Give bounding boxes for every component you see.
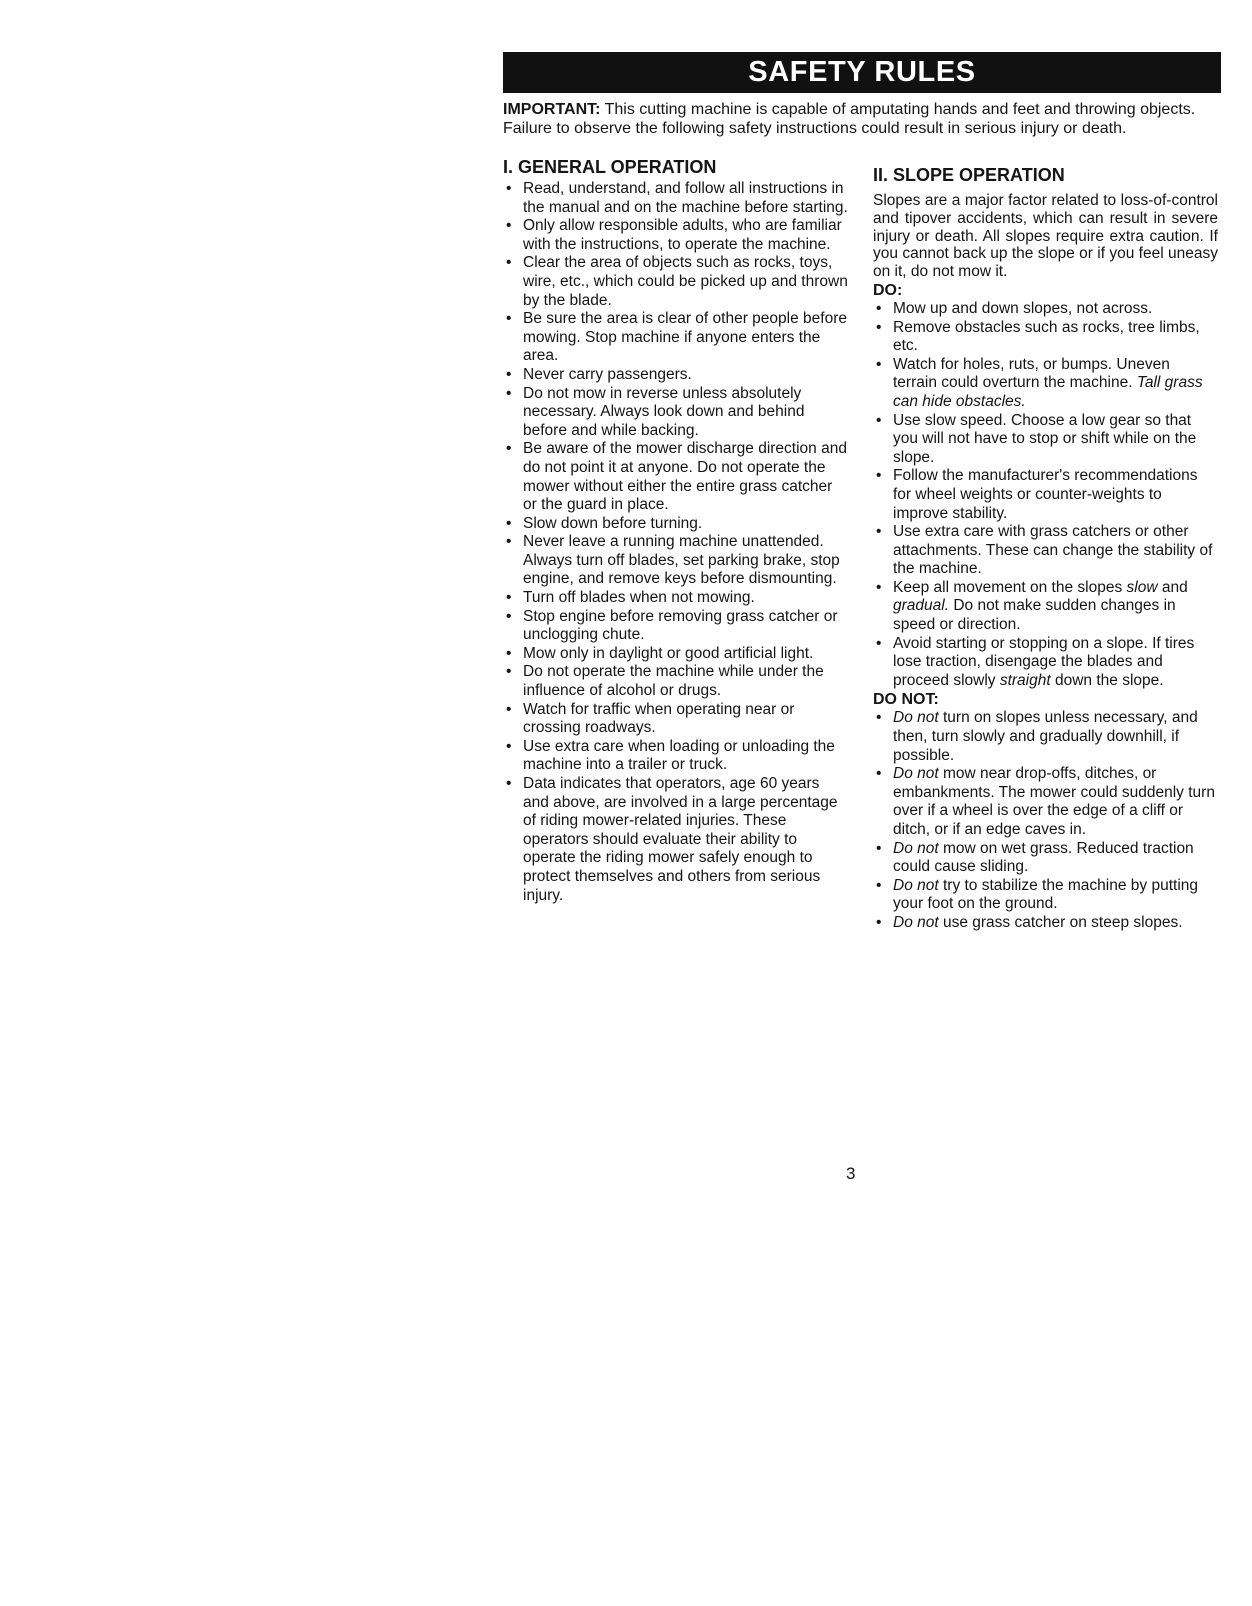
list-item: • Do not mow in reverse unless absolutely necessary. Always look down and behind before and while backing. (503, 385, 848, 441)
list-item: • Watch for holes, ruts, or bumps. Uneven terrain could overturn the machine. Tall grass can hide obstacles. (873, 356, 1218, 412)
list-item: • Use extra care with grass catchers or other attachments. These can change the stability of the machine. (873, 523, 1218, 579)
slope-intro: Slopes are a major factor related to loss-of-control and tipover accidents, which can result in severe injury or death. All slopes require extra caution. If you cannot back up the slope or if you feel uneasy on it, do not mow it. (873, 192, 1218, 281)
do-label: DO: (873, 281, 903, 299)
list-item: • Use slow speed. Choose a low gear so that you will not have to stop or shift while on the slope. (873, 412, 1218, 468)
page-title: SAFETY RULES (748, 56, 976, 88)
do-list (873, 300, 1218, 690)
do-not-label: DO NOT: (873, 691, 939, 709)
list-item: • Be aware of the mower discharge direction and do not point it at anyone. Do not operate the mower without either the entire grass catcher or the guard in place. (503, 440, 848, 514)
list-item: • Be sure the area is clear of other people before mowing. Stop machine if anyone enters the area. (503, 310, 848, 366)
list-item: • Read, understand, and follow all instructions in the manual and on the machine before starting. (503, 180, 848, 217)
page-number: 3 (846, 1164, 856, 1183)
list-item: • Follow the manufacturer's recommendations for wheel weights or counter-weights to improve stability. (873, 467, 1218, 523)
important-label: IMPORTANT: (503, 101, 601, 118)
list-item: • Stop engine before removing grass catcher or unclogging chute. (503, 608, 848, 645)
important-notice (503, 101, 1213, 138)
list-item: • Do not mow near drop-offs, ditches, or embankments. The mower could suddenly turn over if a wheel is over the edge of a cliff or ditch, or if an edge caves in. (873, 765, 1218, 839)
list-item: • Do not try to stabilize the machine by putting your foot on the ground. (873, 877, 1218, 914)
list-item: • Watch for traffic when operating near or crossing roadways. (503, 701, 848, 738)
list-item: • Do not use grass catcher on steep slopes. (873, 914, 1218, 933)
general-operation-heading: I. GENERAL OPERATION (503, 157, 717, 177)
slope-operation-heading: II. SLOPE OPERATION (873, 165, 1065, 185)
list-item: • Mow only in daylight or good artificial light. (503, 645, 848, 664)
list-item: • Only allow responsible adults, who are familiar with the instructions, to operate the machine. (503, 217, 848, 254)
do-not-list (873, 709, 1218, 932)
slope-operation-section (873, 164, 1218, 933)
list-item: • Never carry passengers. (503, 366, 848, 385)
list-item: • Slow down before turning. (503, 515, 848, 534)
list-item: • Never leave a running machine unattended. Always turn off blades, set parking brake, stop engine, and remove keys before dismounting. (503, 533, 848, 589)
list-item: • Turn off blades when not mowing. (503, 589, 848, 608)
list-item: • Avoid starting or stopping on a slope. If tires lose traction, disengage the blades and proceed slowly straight down the slope. (873, 635, 1218, 691)
list-item: • Clear the area of objects such as rocks, toys, wire, etc., which could be picked up and thrown by the blade. (503, 254, 848, 310)
list-item: • Data indicates that operators, age 60 years and above, are involved in a large percentage of riding mower-related injuries. These operators should evaluate their ability to operate the riding mower safely enough to protect themselves and others from serious injury. (503, 775, 848, 905)
important-text: This cutting machine is capable of amputating hands and feet and throwing objects. Failure to observe the following safety instructions could result in serious injury or death. (503, 101, 1196, 137)
general-operation-section (503, 156, 848, 905)
list-item: • Use extra care when loading or unloading the machine into a trailer or truck. (503, 738, 848, 775)
general-operation-list (503, 180, 848, 905)
safety-rules-banner (503, 52, 1221, 93)
list-item: • Mow up and down slopes, not across. (873, 300, 1218, 319)
list-item: • Remove obstacles such as rocks, tree limbs, etc. (873, 319, 1218, 356)
list-item: • Do not operate the machine while under the influence of alcohol or drugs. (503, 663, 848, 700)
list-item: • Do not turn on slopes unless necessary, and then, turn slowly and gradually downhill, if possible. (873, 709, 1218, 765)
list-item: • Do not mow on wet grass. Reduced traction could cause sliding. (873, 840, 1218, 877)
list-item: • Keep all movement on the slopes slow and gradual. Do not make sudden changes in speed or direction. (873, 579, 1218, 635)
